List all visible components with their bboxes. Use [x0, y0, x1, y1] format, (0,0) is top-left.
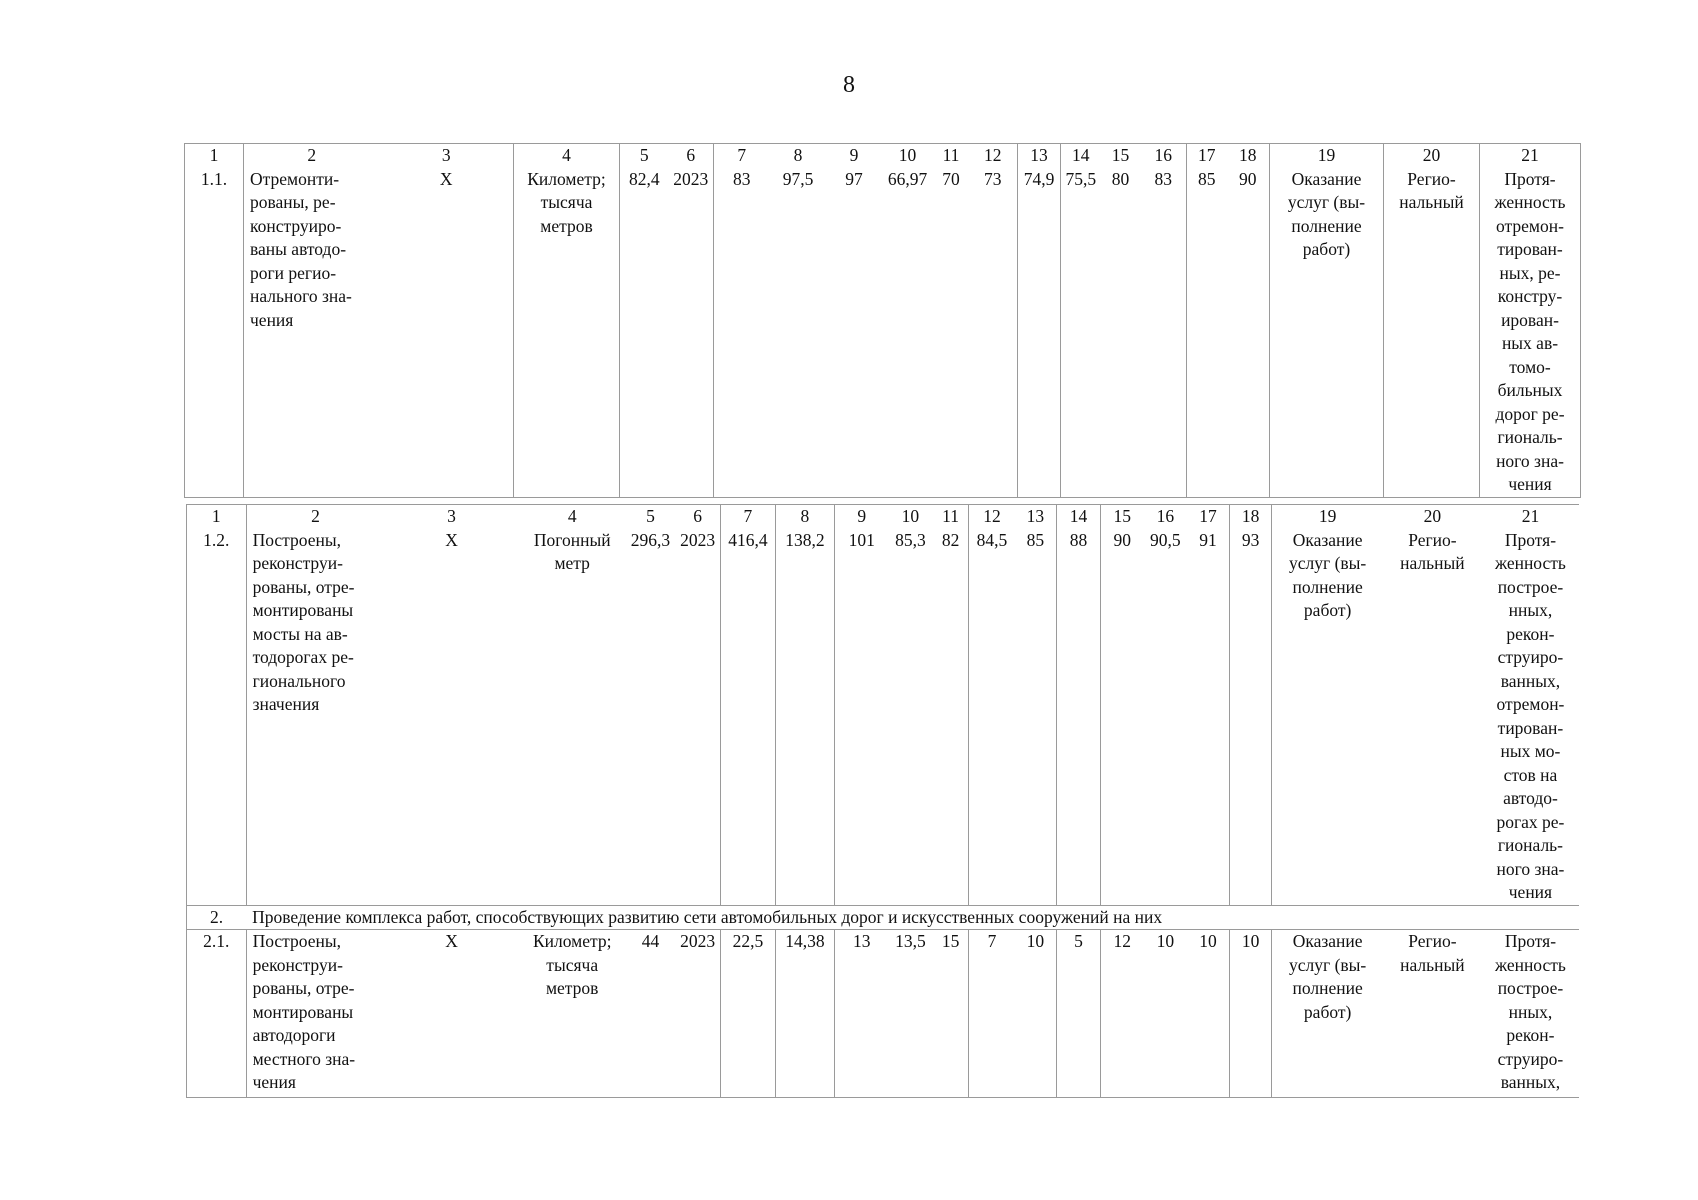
value-col16: 83: [1154, 168, 1172, 189]
col-number: 6: [693, 506, 703, 526]
value-col14: 88: [1057, 529, 1100, 906]
table-row-1-1: [185, 168, 1581, 498]
page-number: 8: [843, 72, 855, 98]
col-number: 12: [984, 145, 1002, 165]
value-col15: 80: [1111, 168, 1130, 189]
col-number: 3: [447, 506, 456, 526]
row-number: 2.1.: [187, 930, 247, 1098]
col-number: 2: [246, 505, 384, 529]
indicator-name: Построены, реконструи- рованы, отре- монтированы мосты на ав- тодорогах ре- гионального значения: [246, 529, 384, 906]
unit-of-measure: Километр; тысяча метров: [519, 930, 626, 1098]
value-col11: 70: [942, 168, 960, 189]
value-col9: 97: [845, 168, 863, 189]
value-col16: 10: [1144, 930, 1187, 1098]
value-col8: 14,38: [775, 930, 835, 1098]
col-number: 15: [1111, 145, 1130, 165]
result-description: Протя- женность отремон- тирован- ных, ре- констру- ирован- ных ав- томо- бильных дорог ре- гиональ- ного зна- чения: [1480, 168, 1581, 498]
col-number: 17: [1199, 506, 1217, 526]
col-number: 7: [721, 505, 776, 529]
col-number: 4: [567, 506, 577, 526]
col-number: 19: [1270, 144, 1384, 168]
header-number-row: [187, 505, 1580, 529]
value-col12: 84,5: [969, 529, 1014, 906]
value-col15: 12: [1100, 930, 1143, 1098]
col-number: 20: [1384, 144, 1480, 168]
col-number: 15: [1100, 505, 1143, 529]
value-col12: 73: [984, 168, 1002, 189]
section-title: Проведение комплекса работ, способствующих развитию сети автомобильных дорог и искусственных сооружений на них: [246, 905, 1579, 930]
col-number: 7: [714, 144, 770, 168]
value-col8: 97,5: [782, 168, 814, 189]
unit-of-measure: Километр; тысяча метров: [514, 168, 620, 498]
level: Регио- нальный: [1400, 529, 1465, 573]
col-number: 8: [775, 505, 835, 529]
base-year: 2023: [675, 930, 720, 1098]
value-col12: 7: [969, 930, 1014, 1098]
col-number: 6: [686, 145, 696, 165]
col-number: 11: [942, 145, 960, 165]
header-number-row: [185, 144, 1581, 168]
value-col9: 13: [835, 930, 889, 1098]
unit-of-measure: Погонный метр: [533, 529, 611, 573]
base-value: 296,3: [630, 529, 671, 550]
col-number: 18: [1239, 145, 1257, 165]
result-type: Оказание услуг (вы- полнение работ): [1270, 168, 1384, 498]
col-number: 9: [835, 505, 889, 529]
value-col13: 74,9: [1018, 168, 1061, 498]
value-col18: 10: [1229, 930, 1271, 1098]
value-col17: 85: [1187, 168, 1227, 498]
cell-col3: Х: [384, 930, 518, 1098]
col-number: 5: [646, 506, 655, 526]
value-col13: 85: [1026, 529, 1045, 550]
col-number: 3: [441, 145, 451, 165]
indicator-name: Отремонти- рованы, ре- конструиро- ваны автодо- роги регио- нального зна- чения: [244, 168, 380, 498]
col-number: 8: [793, 145, 803, 165]
col-number: 10: [901, 506, 920, 526]
value-col7: 416,4: [721, 529, 776, 906]
col-number: 1: [185, 144, 244, 168]
cell-col3: Х: [445, 529, 458, 550]
value-col18: 90: [1239, 168, 1257, 189]
level: Регио- нальный: [1383, 930, 1482, 1098]
row-number: 1.2.: [203, 529, 230, 550]
col-number: 2: [244, 144, 380, 168]
value-col7: 83: [714, 168, 770, 498]
col-number: 14: [1061, 144, 1101, 168]
table-part-2: [186, 504, 1579, 1098]
cell-col3: Х: [439, 168, 453, 189]
col-number: 21: [1521, 506, 1540, 526]
col-number: 21: [1480, 144, 1581, 168]
base-year: 2023: [673, 168, 709, 189]
value-col15: 90: [1100, 529, 1143, 906]
value-col17: 10: [1187, 930, 1229, 1098]
result-type: Оказание услуг (вы- полнение работ): [1272, 529, 1383, 906]
value-col13: 10: [1014, 930, 1056, 1098]
col-number: 4: [514, 144, 620, 168]
col-number: 18: [1229, 505, 1271, 529]
table-part-1: [184, 143, 1581, 498]
result-type: Оказание услуг (вы- полнение работ): [1272, 930, 1383, 1098]
section-number: 2.: [187, 905, 247, 930]
value-col17: 91: [1199, 529, 1217, 550]
value-col10: 66,97: [887, 168, 928, 189]
col-number: 20: [1423, 506, 1442, 526]
col-number: 13: [1026, 506, 1045, 526]
value-col10: 13,5: [888, 930, 932, 1098]
col-number: 16: [1156, 506, 1175, 526]
col-number: 9: [849, 145, 859, 165]
col-number: 12: [969, 505, 1014, 529]
value-col14: 5: [1057, 930, 1100, 1098]
col-number: 16: [1154, 145, 1172, 165]
col-number: 17: [1187, 144, 1227, 168]
col-number: 10: [898, 145, 917, 165]
level: Регио- нальный: [1384, 168, 1480, 498]
value-col18: 93: [1229, 529, 1271, 906]
col-number: 14: [1057, 505, 1100, 529]
col-number: 13: [1018, 144, 1061, 168]
value-col10: 85,3: [895, 529, 926, 550]
value-col8: 138,2: [775, 529, 835, 906]
value-col11: 82: [941, 529, 960, 550]
base-value: 82,4: [620, 168, 669, 498]
col-number: 11: [942, 506, 959, 526]
base-value: 44: [626, 930, 675, 1098]
value-col14: 75,5: [1061, 168, 1101, 498]
result-description: Протя- женность построе- нных, рекон- струиро- ванных, отремон- тирован- ных мо- стов на автодо- рогах ре- гиональ- ного зна- чения: [1494, 529, 1566, 902]
section-row-2: [187, 905, 1580, 930]
table-row-1-2: [187, 529, 1580, 906]
value-col16: 90,5: [1150, 529, 1181, 550]
value-col7: 22,5: [721, 930, 776, 1098]
value-col11: 15: [933, 930, 969, 1098]
indicator-name: Построены, реконструи- рованы, отре- монтированы автодороги местного зна- чения: [246, 930, 384, 1098]
row-number: 1.1.: [185, 168, 244, 498]
result-description: Протя- женность построе- нных, рекон- струиро- ванных,: [1482, 930, 1579, 1098]
table-row-2-1: [187, 930, 1580, 1098]
col-number: 5: [620, 144, 669, 168]
base-year: 2023: [680, 529, 716, 550]
col-number: 19: [1272, 505, 1383, 529]
value-col9: 101: [835, 529, 889, 906]
col-number: 1: [211, 506, 221, 526]
